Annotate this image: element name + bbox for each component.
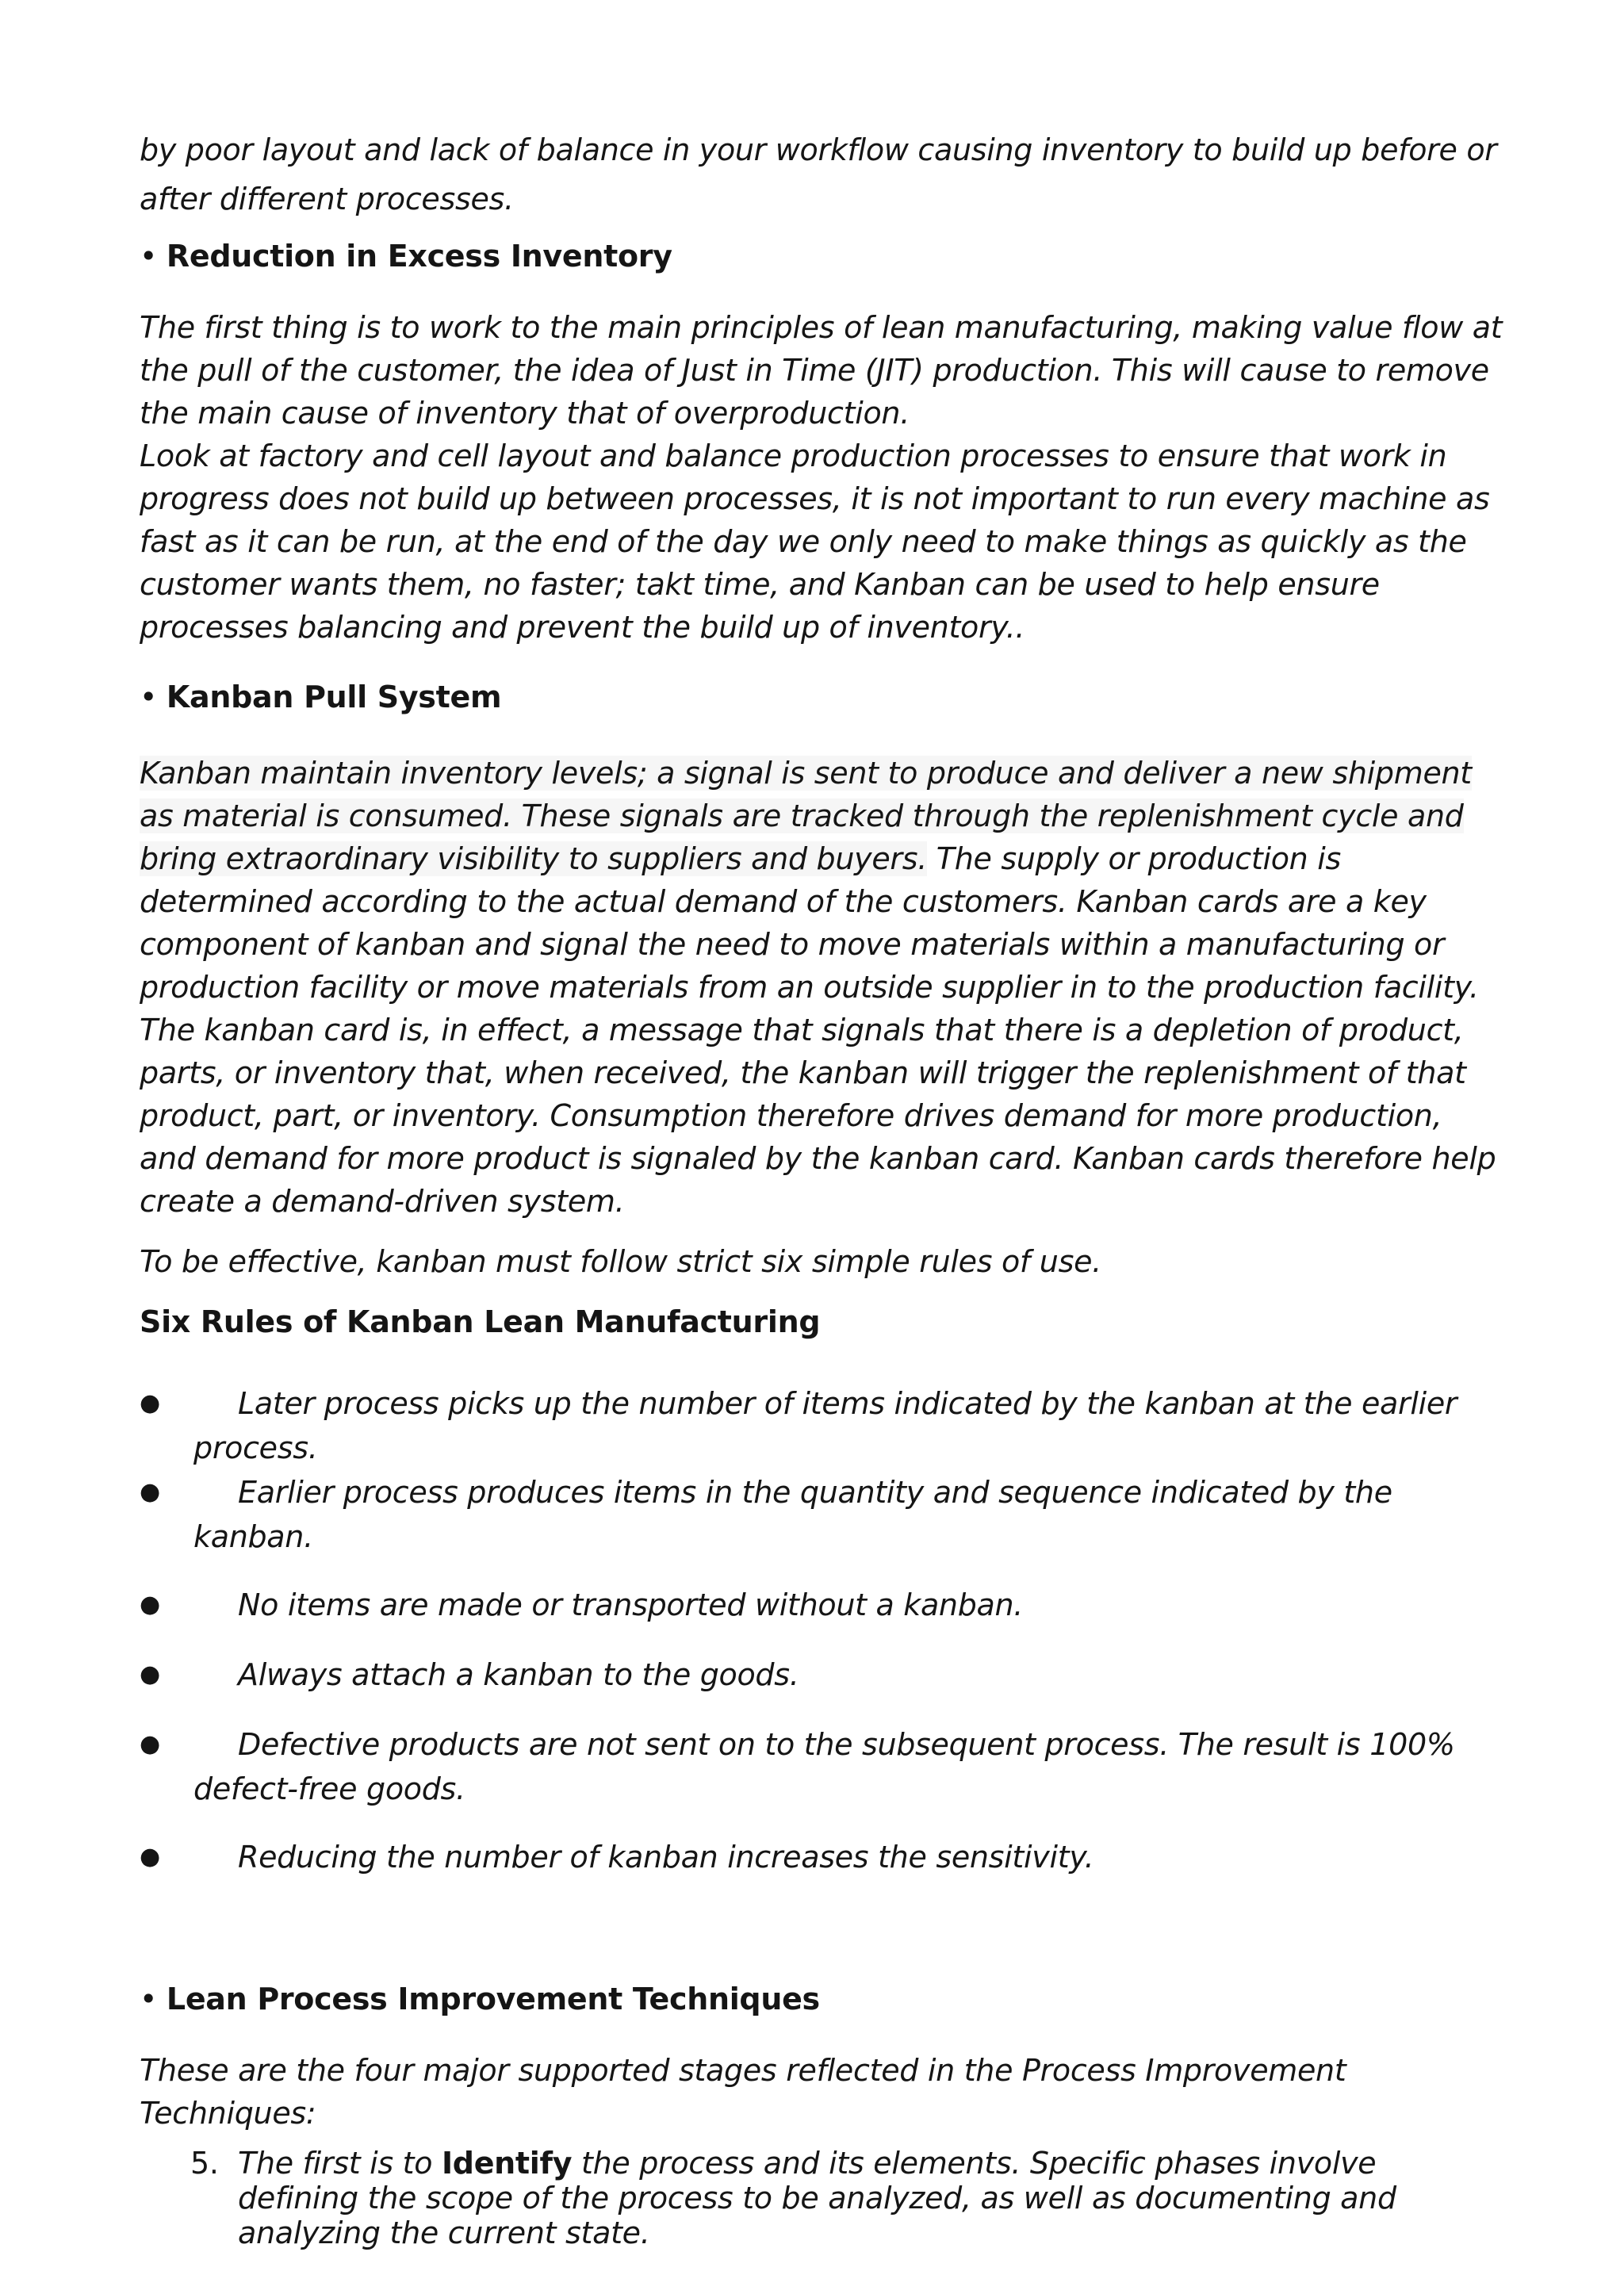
bullet-dot-icon: ● [140, 1389, 160, 1417]
kanban-effective-note: To be effective, kanban must follow strict six simple rules of use. [140, 1244, 1101, 1279]
intro-line-2: after different processes. [140, 182, 514, 216]
heading-lean-process-improvement: • Lean Process Improvement Techniques [140, 1978, 1503, 2020]
inventory-paragraph-2: Look at factory and cell layout and balance production processes to ensure that work in progress does not build up between processes, it is not important to run every machine as fast as it can be run, at the end of the day we only need to make things as quickly as the customer wants them, no faster; takt time, and Kanban can be used to help ensure processes balancing and prevent the build up of inventory.. [140, 439, 1490, 645]
stage-bold-term: Identify [441, 2146, 573, 2181]
heading-kanban-pull-system: • Kanban Pull System [140, 676, 1503, 718]
bullet-dot-icon: ● [140, 1843, 160, 1871]
stage-number: 5. [190, 2146, 219, 2181]
rule-item: ● Earlier process produces items in the quantity and sequence indicated by the kanban. [140, 1470, 1503, 1559]
rule-item: ● No items are made or transported without a kanban. [140, 1583, 1503, 1627]
document-page [140, 119, 1503, 2250]
rule-item: ● Reducing the number of kanban increases the sensitivity. [140, 1835, 1503, 1879]
rule-item: ● Later process picks up the number of items indicated by the kanban at the earlier process. [140, 1381, 1503, 1470]
heading-six-rules: Six Rules of Kanban Lean Manufacturing [140, 1304, 821, 1339]
bullet-dot-icon: ● [140, 1660, 160, 1688]
intro-line-1: by poor layout and lack of balance in your workflow causing inventory to build up before or [140, 132, 1497, 167]
lean-intro: These are the four major supported stages reflected in the Process Improvement Techniques: [140, 2053, 1346, 2131]
kanban-paragraph [140, 752, 1503, 1223]
stages-list [140, 2146, 1503, 2250]
six-rules-list [140, 1381, 1503, 1879]
bullet-dot-icon: ● [140, 1478, 160, 1506]
kanban-paragraph-rest: The supply or production is determined according to the actual demand of the customers. Kanban cards are a key component of kanban and signal the need to move materials within a manufacturing or production facility or move materials from an outside supplier in to the production facility. The kanban card is, in effect, a message that signals that there is a depletion of product, parts, or inventory that, when received, the kanban will trigger the replenishment of that product, part, or inventory. Consumption therefore drives demand for more production, and demand for more product is signaled by the kanban card. Kanban cards therefore help create a demand-driven system. [140, 841, 1496, 1219]
bullet-dot-icon: ● [140, 1591, 160, 1618]
kanban-paragraph-highlight: Kanban maintain inventory levels; a signal is sent to produce and deliver a new shipment as material is consumed. These signals are tracked through the replenishment cycle and bring extraordinary visibility to suppliers and buyers. [140, 756, 1472, 876]
bullet-dot-icon: ● [140, 1730, 160, 1758]
rule-item: ● Always attach a kanban to the goods. [140, 1653, 1503, 1697]
inventory-paragraph-1: The first thing is to work to the main principles of lean manufacturing, making value flow at the pull of the customer, the idea of Just in Time (JIT) production. This will cause to remove the main cause of inventory that of overproduction. [140, 310, 1503, 431]
stage-item: 5. The first is to Identify the process and its elements. Specific phases involve defining the scope of the process to be analyzed, as well as documenting and analyzing the current state. [190, 2146, 1396, 2250]
rule-item: ● Defective products are not sent on to the subsequent process. The result is 100% defect-free goods. [140, 1722, 1503, 1811]
heading-reduction-in-excess-inventory: • Reduction in Excess Inventory [140, 235, 1503, 278]
